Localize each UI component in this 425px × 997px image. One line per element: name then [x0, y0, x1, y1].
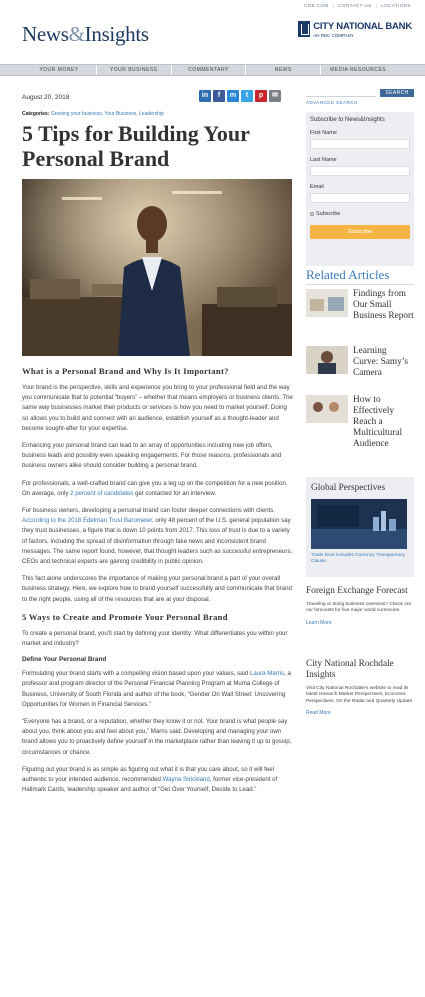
global-perspectives-image[interactable] [311, 499, 407, 549]
rochdale-read-more-link[interactable]: Read More [306, 710, 331, 717]
bank-subtitle: AN RBC COMPANY [313, 33, 354, 38]
article-categories [22, 111, 164, 117]
related-title[interactable]: How to Effectively Reach a Multicultural Audience [353, 395, 403, 449]
categories-label: Categories: [22, 111, 50, 117]
logo-insights: Insights [84, 22, 149, 46]
text: , only 48 percent of the U.S. general population say they trust businesses, a figure that is down 10 points from 2017. This loss of trust is due to a variety of factors, including the spread of disinformation through fake news and inconsistent brand messages. The same report found, however, that thought leaders such as successful entrepreneurs, CEOs and technical experts are gaining credibility in public opinion. [22, 517, 293, 566]
rochdale-heading: City National Rochdale Insights [306, 659, 394, 680]
paragraph: “Everyone has a brand, or a reputation, whether they know it or not. Your brand is what people say about you, think about you and feel about you,” Marris said. Developing and managing your own brand allows you to proactively define yourself in the marketplace rather than leaving it up to gossip, circumstances or chance. [22, 718, 292, 756]
article-title: 5 Tips for Building Your Personal Brand [22, 121, 250, 171]
global-perspectives-box [306, 477, 414, 577]
nav-media-resources[interactable]: MEDIA RESOURCES [330, 67, 387, 73]
related-title[interactable]: Findings from Our Small Business Report [353, 289, 414, 321]
text: For professionals, a well-crafted brand can give you a leg up on the competition for a new position. On average, only [22, 479, 288, 497]
rochdale-text: Visit City National Rochdale's website to read its latest research Market Perspectives, Economic Perspectives, On the Radar and Quarterly Update. [306, 686, 414, 704]
related-articles-heading: Related Articles [306, 267, 390, 282]
link-edelman[interactable]: According to the 2018 Edelman Trust Barometer [22, 517, 153, 525]
paragraph [22, 765, 294, 796]
bank-logo[interactable] [298, 21, 412, 38]
paragraph [22, 479, 294, 499]
search-button[interactable]: SEARCH [380, 89, 414, 97]
article-body [22, 366, 294, 803]
main-nav [0, 64, 425, 76]
utility-link-cnb[interactable]: CNB.COM [304, 3, 329, 8]
text: , a professor and program director of the Personal Financial Planning Program at Muma College of Business, University of South Florida and author of the book, “Gender On Wall Street: Uncovering Opportunities for Women in Financial Services.” [22, 670, 291, 708]
hero-image [22, 179, 292, 356]
fx-learn-more-link[interactable]: Learn More [306, 619, 332, 626]
article-date: August 20, 2018 [22, 94, 70, 101]
logo-amp: & [68, 22, 85, 46]
paragraph [22, 669, 294, 710]
first-name-label: First Name [310, 130, 337, 136]
last-name-label: Last Name [310, 157, 337, 163]
paragraph [22, 506, 294, 567]
radio-icon [310, 212, 314, 216]
paragraph: This fact alone underscores the importance of making your personal brand a part of your overall business strategy. Here, we explore how to brand yourself successfully and communicate that brand to the right people, using all of the resources that are at your disposal. [22, 575, 292, 603]
utility-nav [300, 3, 415, 8]
site-logo[interactable] [22, 22, 149, 47]
heading-what-is-personal-brand: What is a Personal Brand and Why Is It Important? [22, 366, 229, 376]
related-thumbnail [306, 346, 348, 374]
linkedin-icon[interactable]: in [199, 90, 211, 102]
related-title[interactable]: Learning Curve: Samy’s Camera [353, 346, 409, 378]
related-thumbnail [306, 289, 348, 317]
divider [306, 284, 414, 285]
text: , former vice-president of Hallmark Cards, leadership speaker and author of “Get Over Yourself, Decide to Lead.” [22, 776, 278, 794]
nav-commentary[interactable]: COMMENTARY [172, 65, 247, 75]
email-icon[interactable]: ✉ [269, 90, 281, 102]
twitter-icon[interactable]: t [241, 90, 253, 102]
subscribe-box [306, 112, 414, 266]
related-item[interactable] [306, 289, 414, 322]
fx-heading: Foreign Exchange Forecast [306, 586, 408, 596]
subscribe-heading: Subscribe to News&Insights [310, 117, 385, 123]
share-bar [199, 90, 281, 102]
bank-logo-icon [298, 21, 310, 37]
utility-link-contact[interactable]: CONTACT US [338, 3, 372, 8]
subscribe-checkbox-label: Subscribe [316, 211, 341, 217]
bank-name: CITY NATIONAL BANK [313, 21, 412, 32]
related-item[interactable] [306, 395, 414, 450]
text: get contacted for an interview. [133, 489, 217, 497]
link-wayne-strickland[interactable]: Wayne Strickland [162, 776, 210, 784]
pinterest-icon[interactable]: p [255, 90, 267, 102]
first-name-field[interactable] [310, 139, 410, 149]
paragraph: Your brand is the perspective, skills and experience you bring to your professional field and the way you communicate that to potential “buyers” – whether that means employers or business clients. The same way businesses market their products or services is how you need to market yourself. Doing so allows you to build and connect with an audience, establish yourself as a thought-leader and become sought-after for your expertise. [22, 384, 293, 432]
advanced-search-link[interactable]: ADVANCED SEARCH [306, 100, 358, 105]
fx-text: Traveling or doing business overseas? Check out our forecasts for five major world currencies. [306, 602, 411, 614]
text: Figuring out your brand is as simple as figuring out what it is that you care about, so it will feel authentic to your intended audience, recommended [22, 765, 275, 784]
nav-your-money[interactable]: YOUR MONEY [22, 65, 97, 75]
related-thumbnail [306, 395, 348, 423]
fx-forecast-section [306, 586, 414, 626]
nav-your-business[interactable]: YOUR BUSINESS [97, 65, 172, 75]
subscribe-checkbox[interactable] [310, 211, 410, 217]
logo-news: News [22, 22, 69, 46]
paragraph: Enhancing your personal brand can lead to an array of opportunities including new job offers, business leads and possibly even speaking engagements. For those reasons, professionals and business owners alike should consider building a personal brand. [22, 442, 282, 470]
text: For business owners, developing a personal brand can foster deeper connections with clients. [22, 507, 276, 515]
text: Formulating your brand starts with a compelling vision based upon your values, said [22, 670, 250, 678]
email-label: Email [310, 184, 324, 190]
facebook-icon[interactable]: f [213, 90, 225, 102]
link-laura-marris[interactable]: Laura Marris [249, 670, 285, 678]
categories-links[interactable]: Growing your business, Your Business, Leadership [50, 111, 164, 117]
email-field[interactable] [310, 193, 410, 203]
paragraph: To create a personal brand, you’ll start by defining your identity: What differentiates you within your market and industry? [22, 629, 288, 648]
last-name-field[interactable] [310, 166, 410, 176]
messenger-icon[interactable]: m [227, 90, 239, 102]
global-perspectives-heading: Global Perspectives [311, 483, 386, 493]
subscribe-button[interactable]: Subscribe [310, 225, 410, 239]
related-item[interactable] [306, 346, 414, 379]
heading-5-ways: 5 Ways to Create and Promote Your Personal Brand [22, 611, 228, 622]
rochdale-section [306, 659, 414, 716]
divider: | [332, 3, 335, 8]
global-perspectives-caption[interactable]: Trade Deal Includes Currency Transparency Clause [311, 553, 405, 564]
search-input[interactable] [306, 89, 376, 97]
utility-link-locations[interactable]: LOCATIONS [381, 3, 411, 8]
nav-news[interactable]: NEWS [246, 65, 321, 75]
link-2-percent[interactable]: 2 percent of candidates [70, 489, 134, 497]
heading-define: Define Your Personal Brand [22, 656, 107, 664]
divider: | [375, 3, 378, 8]
